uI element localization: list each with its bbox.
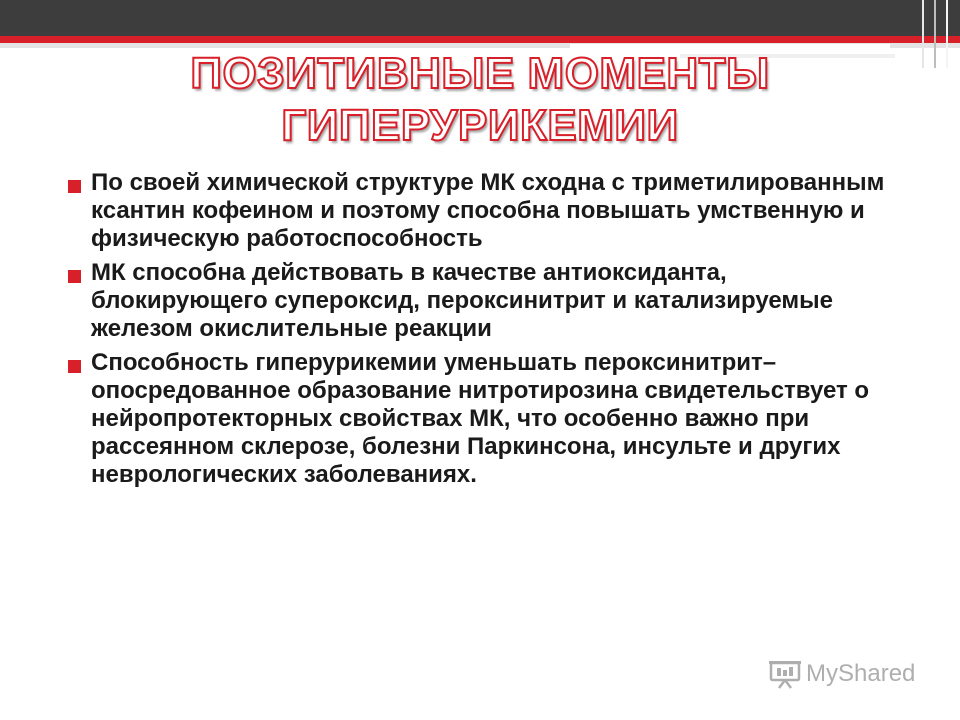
presentation-board-icon	[768, 659, 802, 689]
bullet-text: МК способна действовать в качестве антиоксиданта, блокирующего супероксид, пероксинитрит и катализируемые железом окислительные реакции	[91, 259, 833, 342]
bullet-text: По своей химической структуре МК сходна с триметилированным ксантин кофеином и поэтому способна повышать умственную и физическую работоспособность	[91, 169, 885, 252]
bullet-list	[68, 169, 898, 495]
bullet-text: Способность гиперурикемии уменьшать пероксинитрит–опосредованное образование нитротирозина свидетельствует о нейропротекторных свойствах МК, что особенно важно при рассеянном склерозе, болезни Паркинсона, инсульте и других неврологических заболеваниях.	[91, 349, 870, 488]
bullet-square-icon	[68, 360, 81, 373]
bullet-item	[68, 259, 898, 343]
slide-title	[0, 48, 960, 152]
watermark-text: MyShared	[806, 660, 916, 687]
red-accent-line	[0, 36, 960, 43]
bullet-square-icon	[68, 270, 81, 283]
bullet-square-icon	[68, 180, 81, 193]
bullet-item	[68, 169, 898, 253]
slide-title-line: ГИПЕРУРИКЕМИИ	[281, 101, 679, 150]
top-band	[0, 0, 960, 36]
watermark-logo	[768, 657, 915, 691]
slide-title-line: ПОЗИТИВНЫЕ МОМЕНТЫ	[190, 49, 770, 98]
bullet-item	[68, 349, 898, 489]
